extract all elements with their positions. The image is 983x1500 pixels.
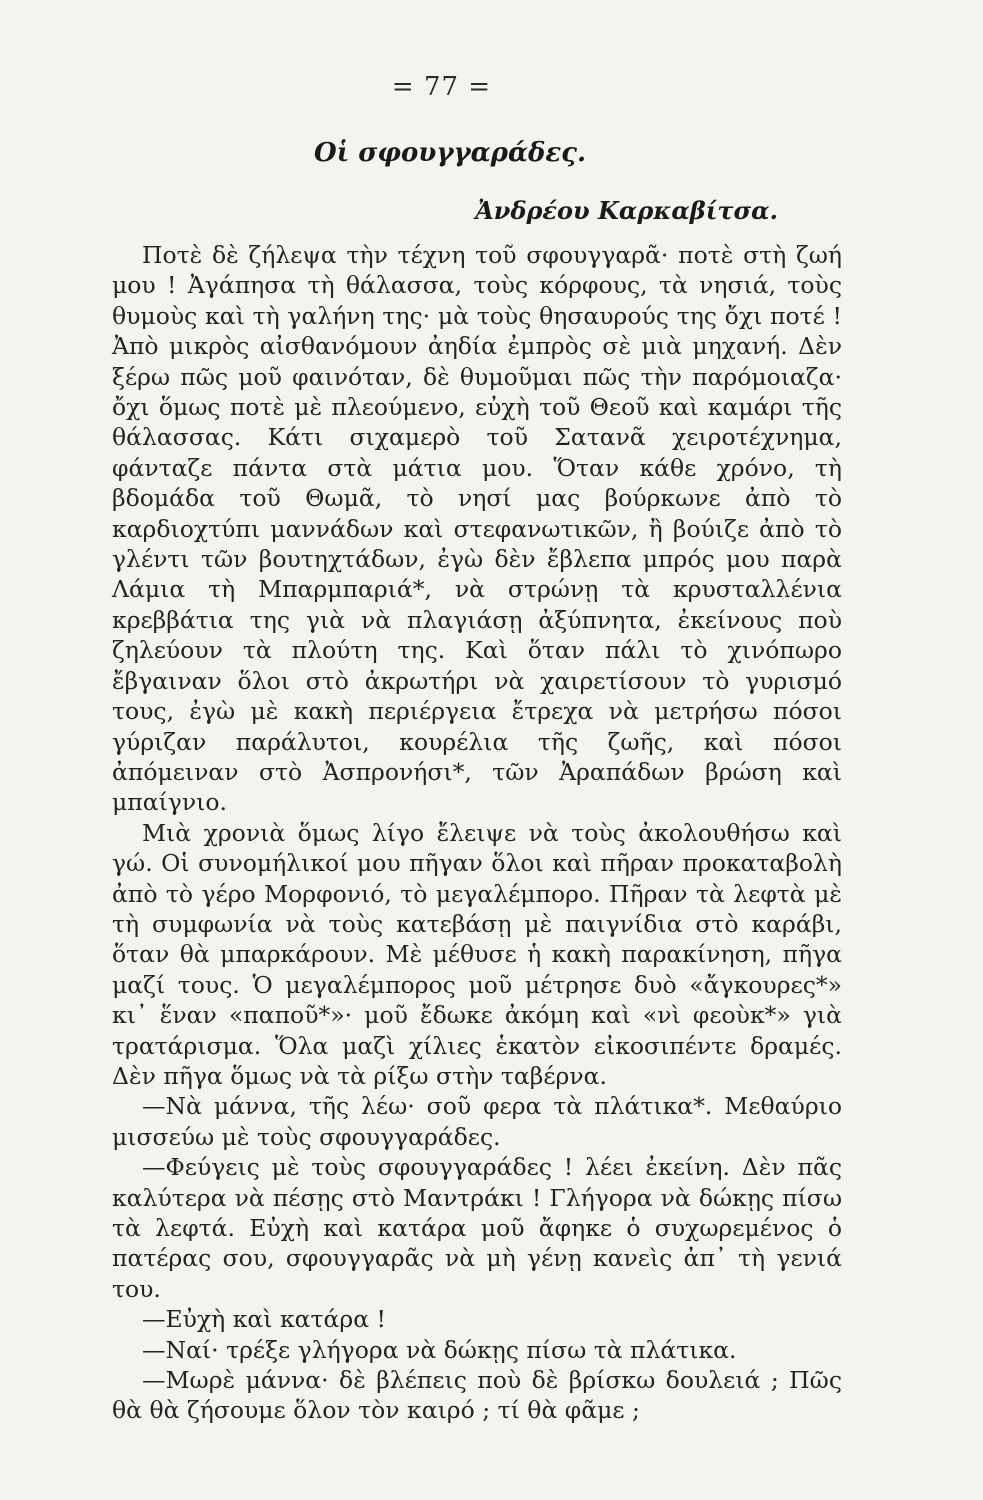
author-name: Ἀνδρέου Καρκαβίτσα. [475, 196, 778, 225]
dialog-line: —Μωρὲ μάννα· δὲ βλέπεις ποὺ δὲ βρίσκω δουλειά ; Πῶς θὰ θὰ ζήσουμε ὅλον τὸν καιρό ; τί θὰ φᾶμε ; [112, 1366, 842, 1425]
dialog-line: —Νὰ μάννα, τῆς λέω· σοῦ φερα τὰ πλάτικα*. Μεθαύριο μισσεύω μὲ τοὺς σφουγγαράδες. [112, 1092, 842, 1151]
chapter-title: Οἱ σφουγγαράδες. [313, 138, 587, 168]
dialog-line: —Ναί· τρέξε γλήγορα νὰ δώκῃς πίσω τὰ πλάτικα. [142, 1335, 737, 1364]
paragraph: Ποτὲ δὲ ζήλεψα τὴν τέχνη τοῦ σφουγγαρᾶ· ποτὲ στὴ ζωή μου ! Ἀγάπησα τὴ θάλασσα, τοὺς κόρφους, τὰ νησιά, τοὺς θυμοὺς καὶ τὴ γαλήνη της· μὰ τοὺς θησαυρούς της ὄχι ποτέ ! Ἀπὸ μικρὸς αἰσθανόμουν ἀηδία ἐμπρὸς σὲ μιὰ μηχανή. Δὲν ξέρω πῶς μοῦ φαινόταν, δὲ θυμοῦμαι πῶς τὴν παρόμοιαζα· ὄχι ὅμως ποτὲ μὲ πλεούμενο, εὐχὴ τοῦ Θεοῦ καὶ καμάρι τῆς θάλασσας. Κάτι σιχαμερὸ τοῦ Σατανᾶ χειροτέχνημα, φάνταζε πάντα στὰ μάτια μου. Ὅταν κάθε χρόνο, τὴ βδομάδα τοῦ Θωμᾶ, τὸ νησί μας βούρκωνε ἀπὸ τὸ καρδιοχτύπι μαννάδων καὶ στεφανωτικῶν, ἢ βούιζε ἀπὸ τὸ γλέντι τῶν βουτηχτάδων, ἐγὼ δὲν ἔβλεπα μπρός μου παρὰ Λάμια τὴ Μπαρμπαριά*, νὰ στρώνῃ τὰ κρυσταλλένια κρεββάτια της γιὰ νὰ πλαγιάσῃ ἀξύπνητα, ἐκείνους ποὺ ζηλεύουν τὰ πλούτη της. Καὶ ὅταν πάλι τὸ χινόπωρο ἔβγαιναν ὅλοι στὸ ἀκρωτήρι νὰ χαιρετίσουν τὸ γυρισμό τους, ἐγὼ μὲ κακὴ περιέργεια ἔτρεχα νὰ μετρήσω πόσοι γύριζαν παράλυτοι, κουρέλια τῆς ζωῆς, καὶ πόσοι ἀπόμειναν στὸ Ἀσπρονήσι*, τῶν Ἀραπάδων βρώση καὶ μπαίγνιο. [112, 241, 842, 817]
dialog-line: —Εὐχὴ καὶ κατάρα ! [142, 1305, 386, 1334]
dialog-line: —Φεύγεις μὲ τοὺς σφουγγαράδες ! λέει ἐκείνη. Δὲν πᾶς καλύτερα νὰ πέσῃς στὸ Μαντράκι ! Γλήγορα νὰ δώκῃς πίσω τὰ λεφτά. Εὐχὴ καὶ κατάρα μοῦ ἄφηκε ὁ συχωρεμένος ὁ πατέρας σου, σφουγγαρᾶς νὰ μὴ γένῃ κανεὶς ἀπ᾽ τὴ γενιά του. [112, 1153, 842, 1303]
body-text [112, 240, 842, 1426]
page-number: = 77 = [391, 72, 492, 102]
paragraph: Μιὰ χρονιὰ ὅμως λίγο ἔλειψε νὰ τοὺς ἀκολουθήσω καὶ γώ. Οἱ συνομήλικοί μου πῆγαν ὅλοι καὶ πῆραν προκαταβολὴ ἀπὸ τὸ γέρο Μορφονιό, τὸ μεγαλέμπορο. Πῆραν τὰ λεφτὰ μὲ τὴ συμφωνία νὰ τοὺς κατεβάσῃ μὲ παιγνίδια στὸ καράβι, ὅταν θὰ μπαρκάρουν. Μὲ μέθυσε ἡ κακὴ παρακίνηση, πῆγα μαζί τους. Ὁ μεγαλέμπορος μοῦ μέτρησε δυὸ «ἄγκουρες*» κι᾽ ἕναν «παποῦ*»· μοῦ ἔδωκε ἀκόμη καὶ «νὶ φεοὺκ*» γιὰ τρατάρισμα. Ὅλα μαζὶ χίλιες ἑκατὸν εἰκοσιπέντε δραμές. Δὲν πῆγα ὅμως νὰ τὰ ρίξω στὴν ταβέρνα. [112, 818, 842, 1090]
